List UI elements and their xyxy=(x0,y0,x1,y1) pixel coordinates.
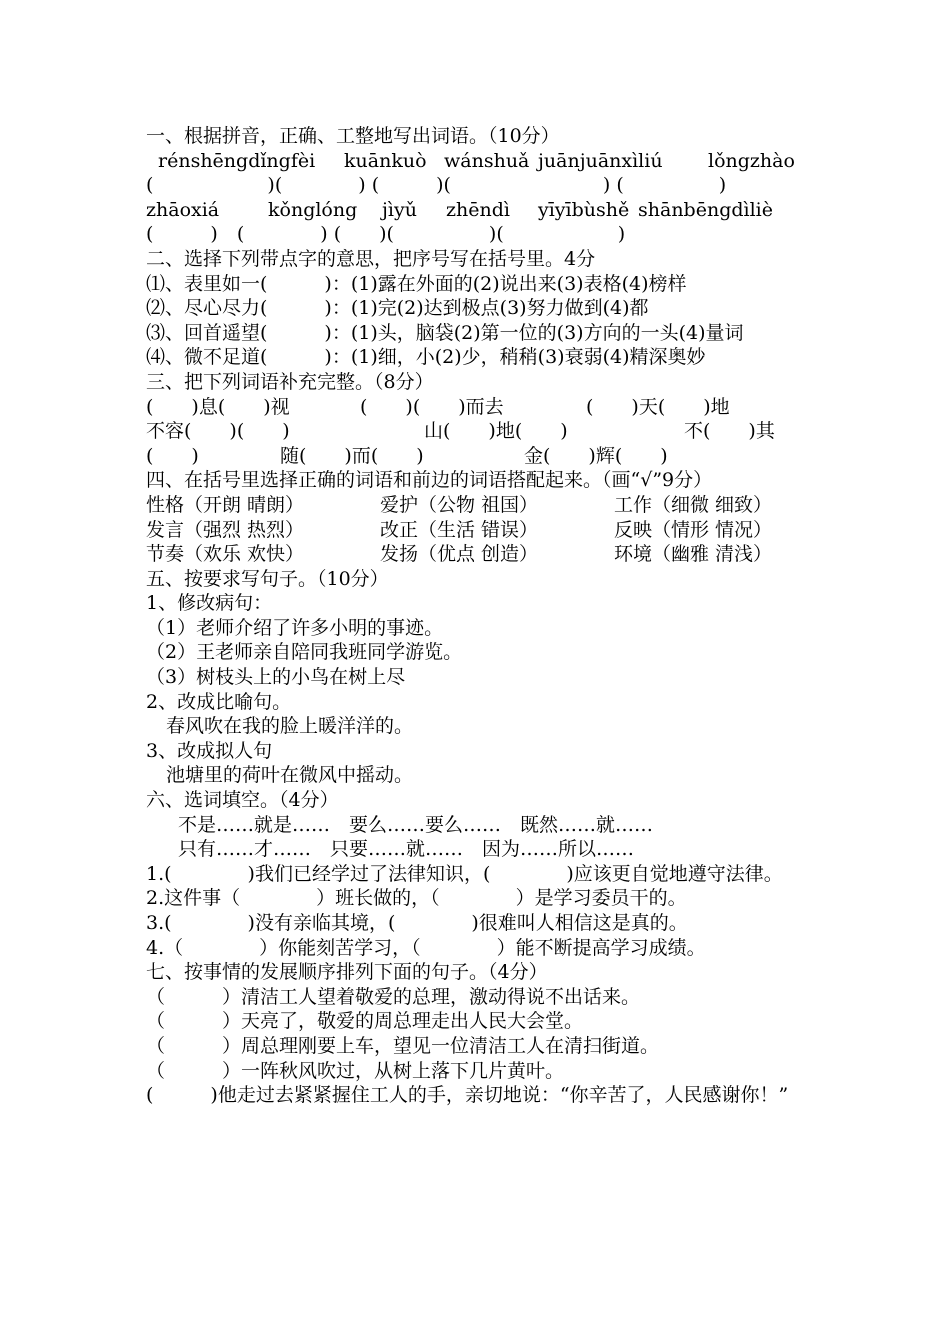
pinyin: juānjuānxìliú xyxy=(538,149,663,172)
q3-title: 三、把下列词语补充完整。（8分） xyxy=(146,370,434,393)
q4-row[interactable] xyxy=(146,518,816,543)
pinyin: shānbēngdìliè xyxy=(638,198,773,221)
word-choice[interactable]: 反映（情形 情况） xyxy=(614,518,773,541)
q5-sub3: 3、改成拟人句 xyxy=(146,739,273,762)
pinyin: zhēndì xyxy=(446,198,510,221)
q1-title: 一、根据拼音，正确、工整地写出词语。（10分） xyxy=(146,125,560,147)
idiom-blank: 山( )地( ) xyxy=(424,420,568,443)
q1-blanks-row2[interactable]: ( ) ( ) ( )( )( ) xyxy=(146,223,626,246)
q6-item[interactable]: 3.( )没有亲临其境，( )很难叫人相信这是真的。 xyxy=(146,912,688,934)
pinyin: zhāoxiá xyxy=(146,198,220,221)
pinyin: jìyǔ xyxy=(382,198,417,221)
q2-item[interactable]: ⑷、微不足道( )：(1)细，小(2)少，稍稍(3)衰弱(4)精深奥妙 xyxy=(146,346,706,369)
q6-item[interactable]: 4.（ ）你能刻苦学习，（ ）能不断提高学习成绩。 xyxy=(146,936,706,959)
pinyin: kǒnglóng xyxy=(268,198,358,221)
q5-sentence: 池塘里的荷叶在微风中摇动。 xyxy=(166,764,414,787)
pinyin: yīyībùshě xyxy=(538,198,630,221)
q4-title: 四、在括号里选择正确的词语和前边的词语搭配起来。（画“√”9分） xyxy=(146,469,713,492)
q4-row[interactable] xyxy=(146,493,816,518)
q7-title: 七、按事情的发展顺序排列下面的句子。（4分） xyxy=(146,961,548,984)
idiom-blank: ( )天( )地 xyxy=(586,395,730,418)
q1-blanks-row1[interactable]: ( )( ) ( )( ) ( ) xyxy=(146,174,727,197)
pinyin: lǒngzhào xyxy=(708,149,795,172)
q5-sentence: 春风吹在我的脸上暖洋洋的。 xyxy=(166,715,414,738)
q3-row1[interactable] xyxy=(146,395,816,420)
idiom-blank: 金( )辉( ) xyxy=(524,444,668,467)
idiom-blank: 不( )其 xyxy=(684,420,775,443)
q7-item[interactable]: （ ）天亮了，敬爱的周总理走出人民大会堂。 xyxy=(146,1010,584,1033)
q5-sub1: 1、修改病句： xyxy=(146,592,273,615)
word-choice[interactable]: 性格（开朗 晴朗） xyxy=(146,493,305,516)
idiom-blank: ( )息( )视 xyxy=(146,395,290,418)
q2-item[interactable]: ⑵、尽心尽力( )：(1)完(2)达到极点(3)努力做到(4)都 xyxy=(146,297,649,320)
q1-pinyin-row1 xyxy=(146,149,816,174)
q1-pinyin-row2 xyxy=(146,198,816,223)
word-choice[interactable]: 节奏（欢乐 欢快） xyxy=(146,543,305,566)
q4-row[interactable] xyxy=(146,542,816,567)
pinyin: kuānkuò xyxy=(344,149,427,172)
word-choice[interactable]: 发言（强烈 热烈） xyxy=(146,518,305,541)
q2-title: 二、选择下列带点字的意思，把序号写在括号里。4分 xyxy=(146,247,596,270)
worksheet xyxy=(146,124,816,1108)
q6-options: 只有……才…… 只要……就…… 因为……所以…… xyxy=(178,838,635,861)
idiom-blank: ( )( )而去 xyxy=(360,395,504,418)
q6-title: 六、选词填空。（4分） xyxy=(146,789,339,812)
word-choice[interactable]: 爱护（公物 祖国） xyxy=(380,493,539,516)
word-choice[interactable]: 发扬（优点 创造） xyxy=(380,543,539,566)
q6-item[interactable]: 1.( )我们已经学过了法律知识，( )应该更自觉地遵守法律。 xyxy=(146,862,783,885)
word-choice[interactable]: 改正（生活 错误） xyxy=(380,518,539,541)
q5-title: 五、按要求写句子。（10分） xyxy=(146,567,389,590)
q6-options: 不是……就是…… 要么……要么…… 既然……就…… xyxy=(178,813,654,836)
q7-item[interactable]: （ ）一阵秋风吹过，从树上落下几片黄叶。 xyxy=(146,1059,565,1082)
word-choice[interactable]: 环境（幽雅 清浅） xyxy=(614,543,773,566)
q5-sentence: （1）老师介绍了许多小明的事迹。 xyxy=(146,616,444,639)
q6-item[interactable]: 2.这件事（ ）班长做的，（ ）是学习委员干的。 xyxy=(146,887,687,910)
q5-sub2: 2、改成比喻句。 xyxy=(146,690,292,713)
q7-item[interactable]: ( )他走过去紧紧握住工人的手，亲切地说：“你辛苦了，人民感谢你！” xyxy=(146,1084,789,1107)
pinyin: rénshēngdǐngfèi xyxy=(158,149,316,172)
idiom-blank: 随( )而( ) xyxy=(280,444,424,467)
q3-row2[interactable] xyxy=(146,419,816,444)
q5-sentence: （2）王老师亲自陪同我班同学游览。 xyxy=(146,641,463,664)
q7-item[interactable]: （ ）周总理刚要上车，望见一位清洁工人在清扫街道。 xyxy=(146,1034,660,1057)
pinyin: wánshuǎ xyxy=(444,149,530,172)
q3-row3[interactable] xyxy=(146,444,816,469)
q2-item[interactable]: ⑶、回首遥望( )：(1)头，脑袋(2)第一位的(3)方向的一头(4)量词 xyxy=(146,321,744,344)
word-choice[interactable]: 工作（细微 细致） xyxy=(614,493,773,516)
idiom-blank: 不容( )( ) xyxy=(146,420,290,443)
q7-item[interactable]: （ ）清洁工人望着敬爱的总理，激动得说不出话来。 xyxy=(146,985,641,1008)
q2-item[interactable]: ⑴、表里如一( )：(1)露在外面的(2)说出来(3)表格(4)榜样 xyxy=(146,272,687,295)
idiom-blank: ( ) xyxy=(146,444,199,467)
q5-sentence: （3）树枝头上的小鸟在树上尽 xyxy=(146,666,406,689)
